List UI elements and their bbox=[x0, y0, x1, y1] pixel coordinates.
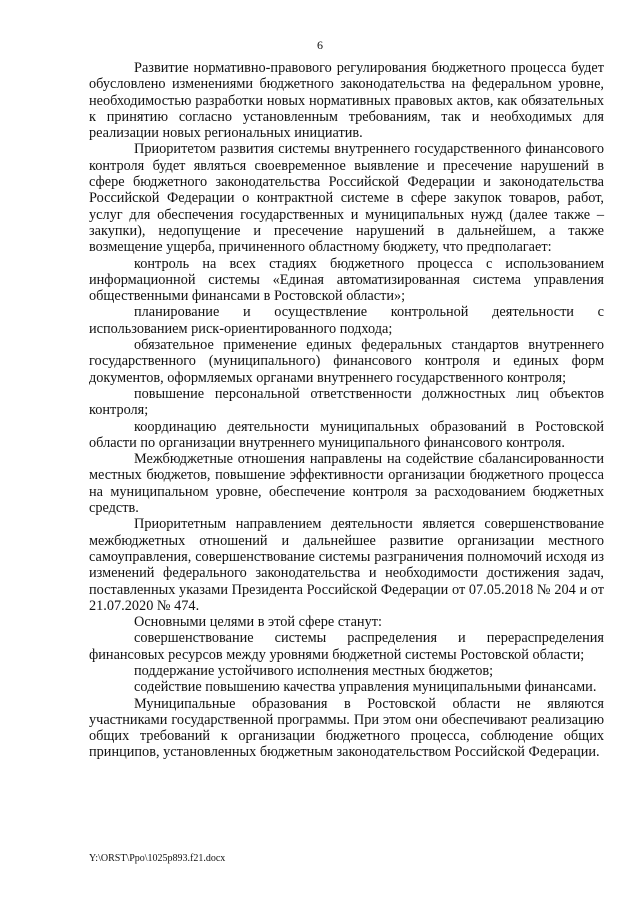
paragraph: Приоритетным направлением деятельности является совершенствование межбюджетных отношений и дальнейшее развитие организации местного самоуправления, совершенствование системы разграничения полномочий исходя из изменений федерального законодательства и необходимости достижения задач, поставленных указами Президента Российской Федерации от 07.05.2018 № 204 и от 21.07.2020 № 474. bbox=[89, 516, 604, 614]
paragraph: совершенствование системы распределения и перераспределения финансовых ресурсов между уровнями бюджетной системы Ростовской области; bbox=[89, 630, 604, 663]
paragraph: содействие повышению качества управления муниципальными финансами. bbox=[134, 679, 597, 696]
paragraph: Муниципальные образования в Ростовской области не являются участниками государственной программы. При этом они обеспечивают реализацию общих требований к организации бюджетного процесса, соблюдение общих принципов, установленных бюджетным законодательством Российской Федерации. bbox=[89, 695, 604, 761]
paragraph: контроль на всех стадиях бюджетного процесса с использованием информационной системы «Единая автоматизированная система управления общественными финансами в Ростовской области»; bbox=[89, 255, 604, 305]
paragraph: Развитие нормативно-правового регулирования бюджетного процесса будет обусловлено изменениями бюджетного законодательства на федеральном уровне, необходимостью разработки новых нормативных правовых актов, как обязательных к принятию согласно установленным требованиям, так и необходимых для реализации новых региональных инициатив. bbox=[89, 60, 604, 142]
paragraph: Основными целями в этой сфере станут: bbox=[134, 614, 382, 631]
paragraph: Приоритетом развития системы внутреннего государственного финансового контроля будет являться своевременное выявление и пресечение нарушений в сфере бюджетного законодательства Российской Федерации и законодательства Российской Федерации о контрактной системе в сфере закупок товаров, работ, услуг для обеспечения государственных и муниципальных нужд (далее также – закупки), недопущение и пресечение нарушений в дальнейшем, а также возмещение ущерба, причиненного областному бюджету, что предполагает: bbox=[89, 141, 604, 256]
paragraph: поддержание устойчивого исполнения местных бюджетов; bbox=[134, 662, 494, 679]
document-body bbox=[89, 60, 604, 761]
paragraph: повышение персональной ответственности должностных лиц объектов контроля; bbox=[89, 385, 604, 419]
paragraph: планирование и осуществление контрольной деятельности с использованием риск-ориентированного подхода; bbox=[89, 304, 604, 337]
file-path-footer: Y:\ORST\Ppo\1025p893.f21.docx bbox=[89, 853, 226, 864]
page-number: 6 bbox=[317, 38, 323, 52]
paragraph: Межбюджетные отношения направлены на содействие сбалансированности местных бюджетов, повышение эффективности организации бюджетного процесса на муниципальном уровне, обеспечение контроля за расходованием бюджетных средств. bbox=[89, 451, 604, 517]
paragraph: обязательное применение единых федеральных стандартов внутреннего государственного (муниципального) финансового контроля и единых форм документов, оформляемых органами внутреннего государственного контроля; bbox=[89, 337, 604, 386]
paragraph: координацию деятельности муниципальных образований в Ростовской области по организации внутреннего муниципального финансового контроля. bbox=[89, 418, 604, 451]
